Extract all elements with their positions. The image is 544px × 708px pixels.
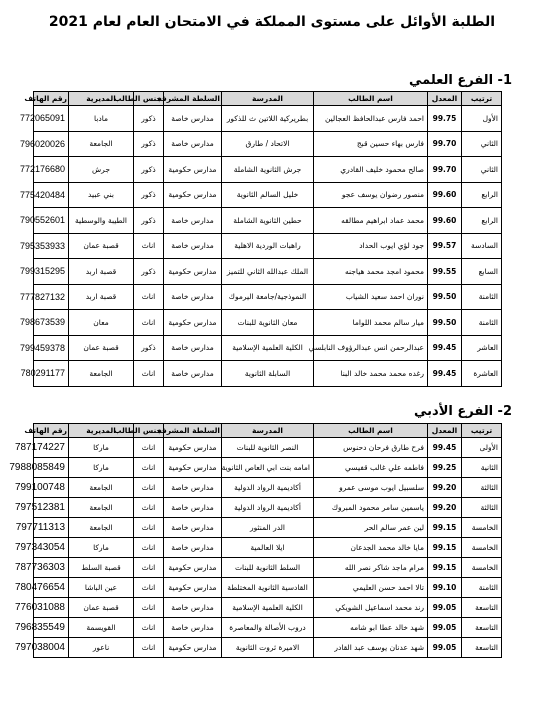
directorate-cell: الطيبة والوسطية — [69, 208, 134, 234]
gender-cell: اناث — [134, 478, 164, 498]
authority-cell: مدارس خاصة — [164, 208, 222, 234]
directorate-cell: بني عبيد — [69, 182, 134, 208]
student-name-cell: محمود امجد محمد هياجنه — [314, 259, 428, 285]
phone-cell: 780476654 — [34, 578, 69, 598]
table-row — [34, 182, 502, 208]
directorate-cell: قصبة عمان — [69, 335, 134, 361]
table-header-row — [34, 92, 502, 106]
school-cell: دروب الأصالة والمعاصرة — [222, 618, 314, 638]
directorate-cell: جرش — [69, 157, 134, 183]
phone-cell: 790552601 — [34, 208, 69, 234]
student-name-cell: عبدالرحمن انس عبدالرؤوف النابلسي — [314, 335, 428, 361]
school-cell: الاتحاد / طارق — [222, 131, 314, 157]
student-name-cell: رغده محمد محمد خالد البنا — [314, 361, 428, 387]
gender-cell: اناث — [134, 310, 164, 336]
authority-cell: مدارس حكومية — [164, 578, 222, 598]
school-cell: أكاديمية الرواد الدولية — [222, 478, 314, 498]
phone-cell: 776031088 — [34, 598, 69, 618]
student-name-cell: محمد عماد ابراهيم مطالقه — [314, 208, 428, 234]
authority-cell: مدارس حكومية — [164, 157, 222, 183]
table-row — [34, 598, 502, 618]
phone-cell: 797343054 — [34, 538, 69, 558]
header-gender: جنس الطالب — [134, 92, 164, 106]
directorate-cell: معان — [69, 310, 134, 336]
directorate-cell: ماركا — [69, 538, 134, 558]
gender-cell: ذكور — [134, 182, 164, 208]
score-cell: 99.45 — [428, 335, 462, 361]
directorate-cell: الجامعة — [69, 131, 134, 157]
header-authority: السلطة المشرفة — [164, 92, 222, 106]
authority-cell: مدارس خاصة — [164, 498, 222, 518]
table-row — [34, 578, 502, 598]
school-cell: الكلية العلمية الإسلامية — [222, 598, 314, 618]
directorate-cell: الجامعة — [69, 498, 134, 518]
table-row — [34, 618, 502, 638]
student-name-cell: صالح محمود خليف القادري — [314, 157, 428, 183]
student-name-cell: احمد فارس عبدالحافظ العجالين — [314, 106, 428, 132]
phone-cell: 795353933 — [34, 233, 69, 259]
authority-cell: مدارس خاصة — [164, 518, 222, 538]
gender-cell: ذكور — [134, 131, 164, 157]
table-row — [34, 208, 502, 234]
phone-cell: 797512381 — [34, 498, 69, 518]
student-name-cell: منصور رضوان يوسف عجو — [314, 182, 428, 208]
header-score: المعدل — [428, 424, 462, 438]
rank-cell: التاسعة — [462, 598, 502, 618]
rank-cell: الثالثة — [462, 498, 502, 518]
school-cell: ايلا العالمية — [222, 538, 314, 558]
gender-cell: ذكور — [134, 259, 164, 285]
directorate-cell: قصبة اربد — [69, 284, 134, 310]
score-cell: 99.05 — [428, 638, 462, 658]
rank-cell: الثامنة — [462, 578, 502, 598]
rank-cell: الأول — [462, 106, 502, 132]
directorate-cell: الجامعة — [69, 361, 134, 387]
score-cell: 99.75 — [428, 106, 462, 132]
header-name: اسم الطالب — [314, 92, 428, 106]
authority-cell: مدارس خاصة — [164, 598, 222, 618]
phone-cell: 772176680 — [34, 157, 69, 183]
header-authority: السلطة المشرفة — [164, 424, 222, 438]
authority-cell: مدارس حكومية — [164, 182, 222, 208]
section-title-literary: 2- الفرع الأدبي — [414, 404, 512, 419]
authority-cell: مدارس خاصة — [164, 478, 222, 498]
directorate-cell: قصبة اربد — [69, 259, 134, 285]
directorate-cell: عين الباشا — [69, 578, 134, 598]
student-name-cell: شهد عدنان يوسف عبد القادر — [314, 638, 428, 658]
phone-cell: 777827132 — [34, 284, 69, 310]
score-cell: 99.57 — [428, 233, 462, 259]
header-phone: رقم الهاتف — [34, 424, 69, 438]
school-cell: السلط الثانوية للبنات — [222, 558, 314, 578]
authority-cell: مدارس حكومية — [164, 458, 222, 478]
student-name-cell: سلسبيل ايوب موسى عمرو — [314, 478, 428, 498]
header-rank: ترتيب — [462, 424, 502, 438]
school-cell: الدر المنثور — [222, 518, 314, 538]
phone-cell: 7988085849 — [34, 458, 69, 478]
phone-cell: 775420484 — [34, 182, 69, 208]
school-cell: السابلة الثانوية — [222, 361, 314, 387]
score-cell: 99.50 — [428, 310, 462, 336]
student-name-cell: فرح طارق فرحان دحنوس — [314, 438, 428, 458]
student-name-cell: شهد خالد عطا ابو شامه — [314, 618, 428, 638]
score-cell: 99.20 — [428, 498, 462, 518]
header-directorate: المديرية — [69, 424, 134, 438]
student-name-cell: ياسمين سامر محمود المبروك — [314, 498, 428, 518]
header-phone: رقم الهاتف — [34, 92, 69, 106]
directorate-cell: القويسمة — [69, 618, 134, 638]
directorate-cell: قصبة السلط — [69, 558, 134, 578]
score-cell: 99.70 — [428, 157, 462, 183]
score-cell: 99.70 — [428, 131, 462, 157]
table-row — [34, 131, 502, 157]
score-cell: 99.50 — [428, 284, 462, 310]
literary-branch-table — [9, 423, 502, 658]
student-name-cell: ميار سالم محمد اللواما — [314, 310, 428, 336]
section-title-scientific: 1- الفرع العلمي — [408, 73, 512, 88]
authority-cell: مدارس خاصة — [164, 538, 222, 558]
authority-cell: مدارس خاصة — [164, 335, 222, 361]
score-cell: 99.45 — [428, 438, 462, 458]
school-cell: الملك عبدالله الثاني للتميز — [222, 259, 314, 285]
score-cell: 99.60 — [428, 182, 462, 208]
gender-cell: اناث — [134, 438, 164, 458]
directorate-cell: الجامعة — [69, 478, 134, 498]
school-cell: الاميرة ثروت الثانوية — [222, 638, 314, 658]
table-row — [34, 498, 502, 518]
phone-cell: 796835549 — [34, 618, 69, 638]
table-header-row — [34, 424, 502, 438]
directorate-cell: ناعور — [69, 638, 134, 658]
table-row — [34, 106, 502, 132]
rank-cell: الرابع — [462, 208, 502, 234]
table-row — [34, 259, 502, 285]
rank-cell: الخامسة — [462, 558, 502, 578]
student-name-cell: مايا خالد محمد الجدعان — [314, 538, 428, 558]
rank-cell: الثاني — [462, 157, 502, 183]
score-cell: 99.15 — [428, 538, 462, 558]
directorate-cell: ماركا — [69, 458, 134, 478]
header-score: المعدل — [428, 92, 462, 106]
rank-cell: الثامنة — [462, 284, 502, 310]
school-cell: القادسية الثانوية المختلطة — [222, 578, 314, 598]
authority-cell: مدارس حكومية — [164, 558, 222, 578]
score-cell: 99.45 — [428, 361, 462, 387]
header-school: المدرسة — [222, 424, 314, 438]
table-row — [34, 518, 502, 538]
literary-table-body — [9, 438, 502, 658]
score-cell: 99.20 — [428, 478, 462, 498]
score-cell: 99.25 — [428, 458, 462, 478]
student-name-cell: جود لؤي ايوب الحداد — [314, 233, 428, 259]
rank-cell: السابع — [462, 259, 502, 285]
authority-cell: مدارس خاصة — [164, 361, 222, 387]
authority-cell: مدارس خاصة — [164, 131, 222, 157]
rank-cell: الخامسة — [462, 518, 502, 538]
gender-cell: اناث — [134, 538, 164, 558]
authority-cell: مدارس خاصة — [164, 106, 222, 132]
scientific-branch-table — [19, 91, 502, 387]
school-cell: امامه بنت ابي العاص الثانوية — [222, 458, 314, 478]
student-name-cell: فارس بهاء حسين قبج — [314, 131, 428, 157]
gender-cell: اناث — [134, 498, 164, 518]
student-name-cell: لين عمر سالم الحر — [314, 518, 428, 538]
student-name-cell: نوران احمد سعيد الشياب — [314, 284, 428, 310]
gender-cell: اناث — [134, 578, 164, 598]
school-cell: بطريركية اللاتين ث للذكور — [222, 106, 314, 132]
rank-cell: الأولى — [462, 438, 502, 458]
header-school: المدرسة — [222, 92, 314, 106]
table-row — [34, 284, 502, 310]
student-name-cell: تالا احمد حسن العليمي — [314, 578, 428, 598]
score-cell: 99.15 — [428, 558, 462, 578]
gender-cell: اناث — [134, 361, 164, 387]
page-title: الطلبة الأوائل على مستوى المملكة في الامتحان العام لعام 2021 — [48, 14, 496, 30]
rank-cell: العاشر — [462, 335, 502, 361]
phone-cell: 796020026 — [34, 131, 69, 157]
header-gender: جنس الطالب — [134, 424, 164, 438]
directorate-cell: قصبة عمان — [69, 233, 134, 259]
phone-cell: 797038004 — [34, 638, 69, 658]
authority-cell: مدارس خاصة — [164, 618, 222, 638]
school-cell: النصر الثانوية للبنات — [222, 438, 314, 458]
table-row — [34, 361, 502, 387]
rank-cell: الثامنة — [462, 310, 502, 336]
score-cell: 99.60 — [428, 208, 462, 234]
phone-cell: 772065091 — [34, 106, 69, 132]
student-name-cell: مرام ماجد شاكر نصر الله — [314, 558, 428, 578]
school-cell: معان الثانوية للبنات — [222, 310, 314, 336]
student-name-cell: فاطمه علي غالب قفيسي — [314, 458, 428, 478]
gender-cell: ذكور — [134, 106, 164, 132]
school-cell: الكلية العلمية الإسلامية — [222, 335, 314, 361]
student-name-cell: رند محمد اسماعيل الشويكي — [314, 598, 428, 618]
school-cell: خليل السالم الثانوية — [222, 182, 314, 208]
school-cell: راهبات الوردية الاهلية — [222, 233, 314, 259]
score-cell: 99.05 — [428, 598, 462, 618]
score-cell: 99.05 — [428, 618, 462, 638]
directorate-cell: قصبة عمان — [69, 598, 134, 618]
authority-cell: مدارس خاصة — [164, 233, 222, 259]
authority-cell: مدارس حكومية — [164, 310, 222, 336]
header-directorate: المديرية — [69, 92, 134, 106]
phone-cell: 799100748 — [34, 478, 69, 498]
authority-cell: مدارس حكومية — [164, 638, 222, 658]
rank-cell: الثاني — [462, 131, 502, 157]
table-row — [34, 438, 502, 458]
table-row — [34, 458, 502, 478]
rank-cell: الخامسة — [462, 538, 502, 558]
gender-cell: اناث — [134, 598, 164, 618]
header-name: اسم الطالب — [314, 424, 428, 438]
table-row — [34, 335, 502, 361]
gender-cell: اناث — [134, 558, 164, 578]
header-rank: ترتيب — [462, 92, 502, 106]
rank-cell: التاسعة — [462, 618, 502, 638]
gender-cell: اناث — [134, 284, 164, 310]
table-row — [34, 538, 502, 558]
phone-cell: 798673539 — [34, 310, 69, 336]
table-row — [34, 310, 502, 336]
rank-cell: العاشرة — [462, 361, 502, 387]
school-cell: جرش الثانوية الشاملة — [222, 157, 314, 183]
rank-cell: التاسعة — [462, 638, 502, 658]
gender-cell: ذكور — [134, 157, 164, 183]
rank-cell: الثالثة — [462, 478, 502, 498]
table-row — [34, 638, 502, 658]
table-row — [34, 157, 502, 183]
phone-cell: 799459378 — [34, 335, 69, 361]
directorate-cell: ماركا — [69, 438, 134, 458]
school-cell: النموذجية/جامعة اليرموك — [222, 284, 314, 310]
school-cell: حطين الثانوية الشاملة — [222, 208, 314, 234]
scientific-table-body — [19, 106, 502, 387]
table-row — [34, 233, 502, 259]
phone-cell: 799315295 — [34, 259, 69, 285]
gender-cell: اناث — [134, 638, 164, 658]
score-cell: 99.15 — [428, 518, 462, 538]
gender-cell: ذكور — [134, 208, 164, 234]
phone-cell: 787736303 — [34, 558, 69, 578]
gender-cell: ذكور — [134, 335, 164, 361]
phone-cell: 797711313 — [34, 518, 69, 538]
authority-cell: مدارس حكومية — [164, 438, 222, 458]
gender-cell: اناث — [134, 518, 164, 538]
score-cell: 99.55 — [428, 259, 462, 285]
table-row — [34, 478, 502, 498]
directorate-cell: الجامعة — [69, 518, 134, 538]
directorate-cell: مادبا — [69, 106, 134, 132]
phone-cell: 787174227 — [34, 438, 69, 458]
score-cell: 99.10 — [428, 578, 462, 598]
authority-cell: مدارس خاصة — [164, 284, 222, 310]
rank-cell: السادسة — [462, 233, 502, 259]
school-cell: أكاديمية الرواد الدولية — [222, 498, 314, 518]
gender-cell: اناث — [134, 458, 164, 478]
gender-cell: اناث — [134, 618, 164, 638]
rank-cell: الثانية — [462, 458, 502, 478]
table-row — [34, 558, 502, 578]
phone-cell: 780291177 — [34, 361, 69, 387]
rank-cell: الرابع — [462, 182, 502, 208]
gender-cell: اناث — [134, 233, 164, 259]
authority-cell: مدارس حكومية — [164, 259, 222, 285]
